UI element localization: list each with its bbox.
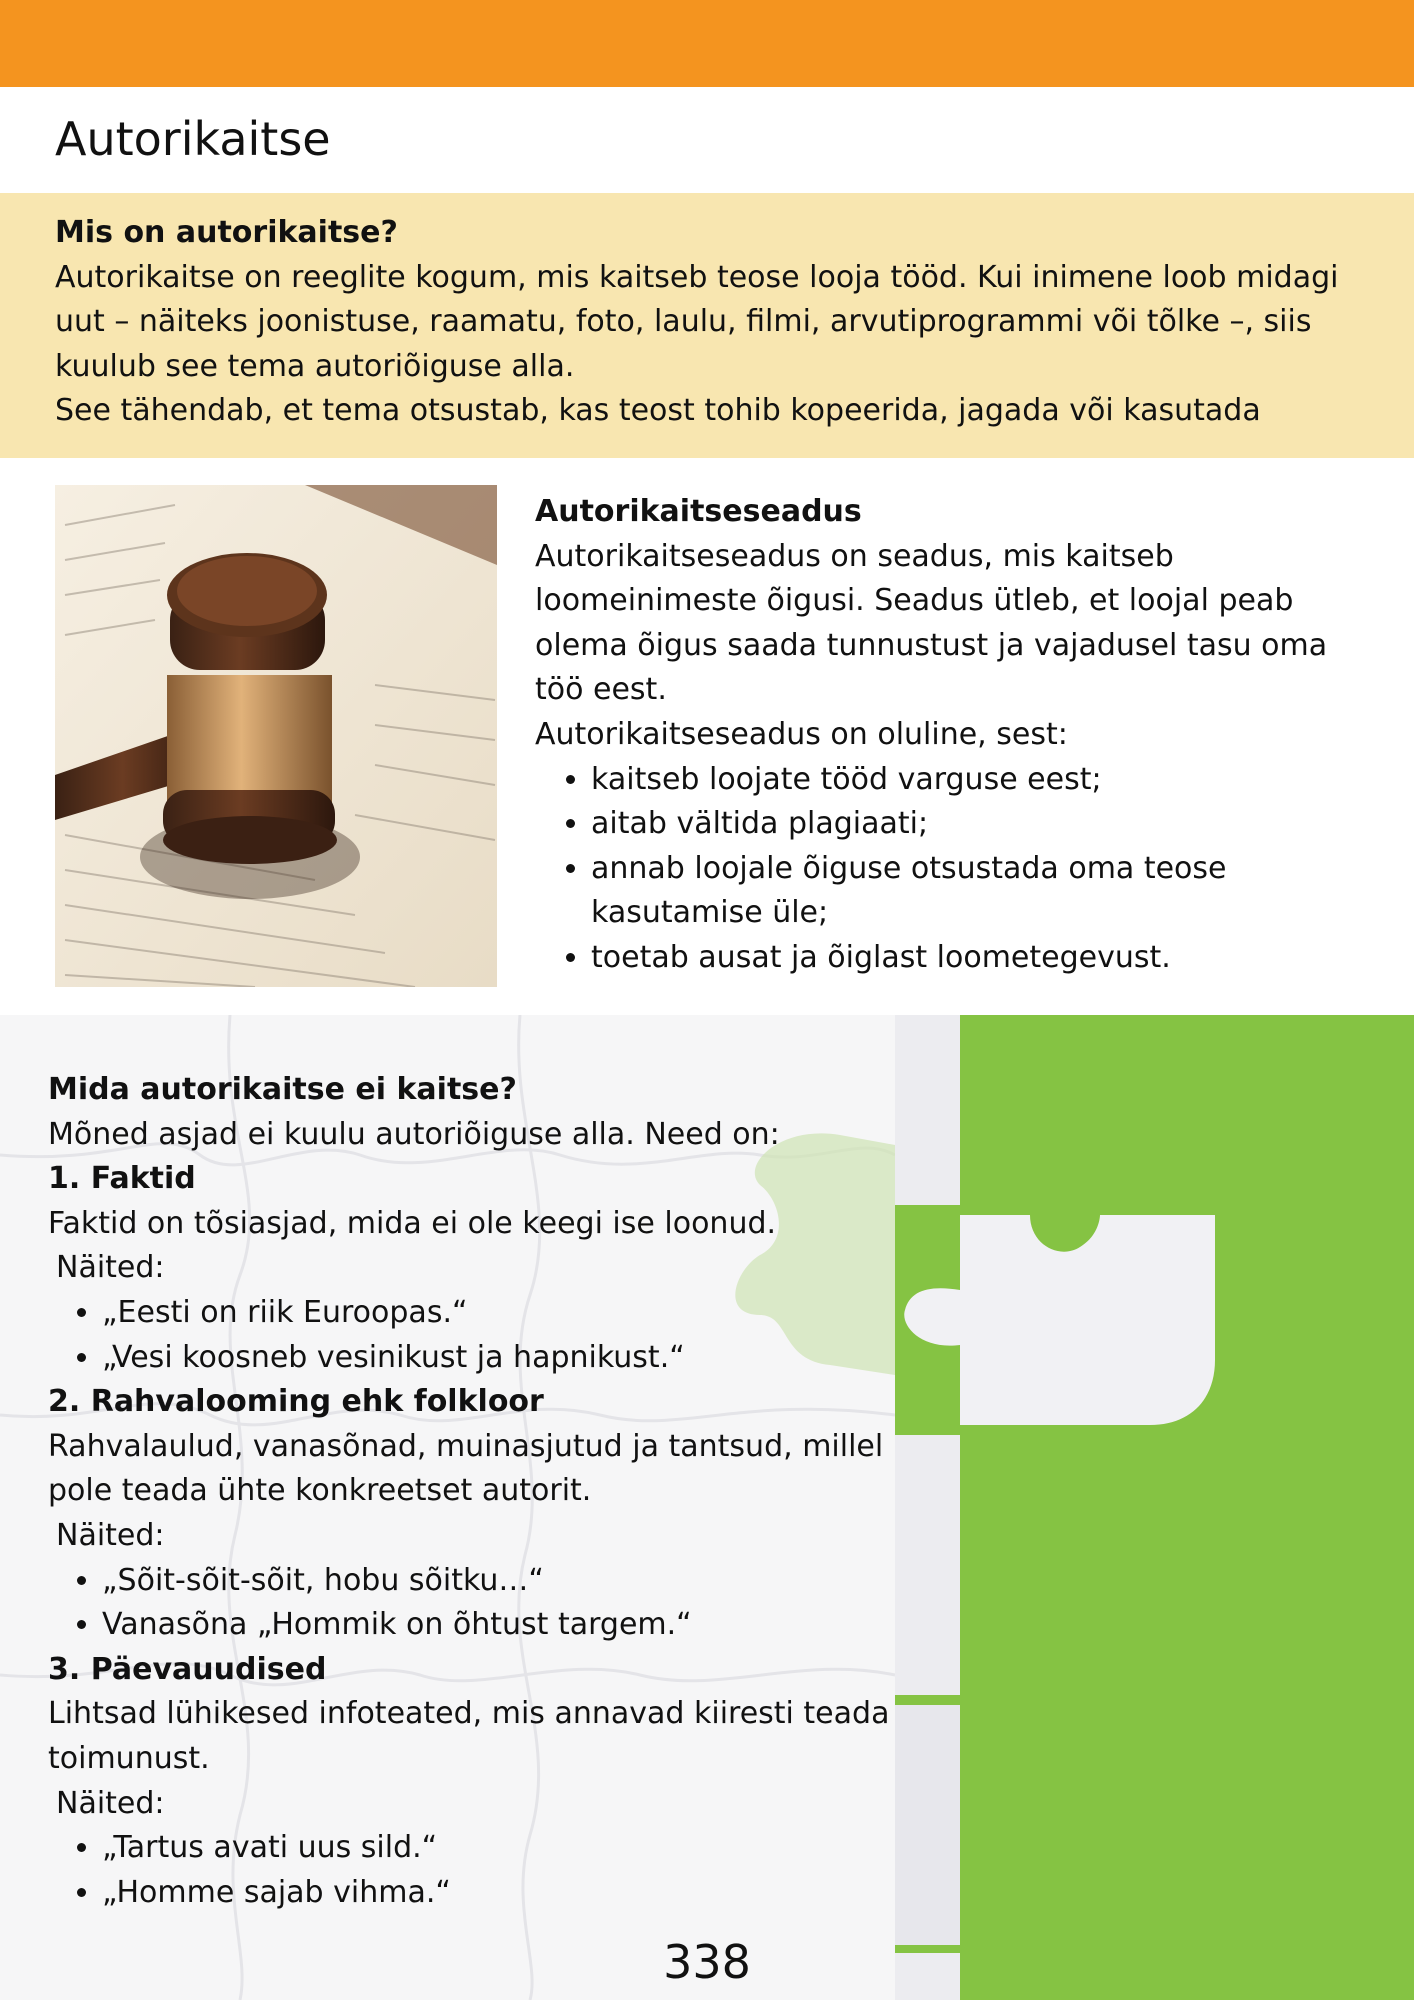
law-paragraph: Autorikaitseseadus on seadus, mis kaitseb loomeinimeste õigusi. Seadus ütleb, et loojal peab olema õigus saada tunnustust ja vajadusel tasu oma töö eest. <box>535 538 1328 708</box>
examples-list <box>48 1559 908 1648</box>
list-item: • toetab ausat ja õiglast loometegevust. <box>591 936 1365 981</box>
section-text: Rahvalaulud, vanasõnad, muinasjutud ja tantsud, millel pole teada ühte konkreetset autorit. <box>48 1428 884 1509</box>
examples-label: Näited: <box>56 1517 165 1553</box>
list-item: • „Tartus avati uus sild.“ <box>102 1826 908 1871</box>
law-heading: Autorikaitseseadus <box>535 494 862 529</box>
gavel-photo <box>55 485 497 987</box>
list-item: • „Eesti on riik Euroopas.“ <box>102 1291 908 1336</box>
law-list-intro: Autorikaitseseadus on oluline, sest: <box>535 716 1068 752</box>
section-title: 1. Faktid <box>48 1161 196 1197</box>
list-item: • „Vesi koosneb vesinikust ja hapnikust.“ <box>102 1336 908 1381</box>
intro-box <box>0 193 1414 458</box>
intro-heading: Mis on autorikaitse? <box>55 215 398 250</box>
examples-label: Näited: <box>56 1250 165 1286</box>
intro-paragraph-2: See tähendab, et tema otsustab, kas teost tohib kopeerida, jagada või kasutada <box>55 393 1261 429</box>
top-accent-bar <box>0 0 1414 87</box>
list-item: • Vanasõna „Hommik on õhtust targem.“ <box>102 1603 908 1648</box>
section-title: 2. Rahvalooming ehk folkloor <box>48 1384 544 1420</box>
section-title: 3. Päevauudised <box>48 1651 327 1687</box>
gavel-illustration <box>55 485 497 987</box>
law-list <box>535 758 1365 981</box>
exceptions-text <box>48 1068 908 1915</box>
list-item: • „Sõit-sõit-sõit, hobu sõitku…“ <box>102 1559 908 1604</box>
page-number: 338 <box>663 1935 751 1989</box>
list-item: • kaitseb loojate tööd varguse eest; <box>591 758 1365 803</box>
section-text: Faktid on tõsiasjad, mida ei ole keegi ise loonud. <box>48 1205 777 1241</box>
list-item: • „Homme sajab vihma.“ <box>102 1871 908 1916</box>
intro-paragraph: Autorikaitse on reeglite kogum, mis kaitseb teose looja tööd. Kui inimene loob midagi uut – näiteks joonistuse, raamatu, foto, laulu, filmi, arvutiprogrammi või tõlke –, siis kuulub see tema autoriõiguse alla. <box>55 259 1339 384</box>
examples-label: Näited: <box>56 1785 165 1821</box>
examples-list <box>48 1826 908 1915</box>
section-text: Lihtsad lühikesed infoteated, mis annavad kiiresti teada toimunust. <box>48 1696 890 1776</box>
exceptions-section <box>0 1015 1414 2000</box>
list-item: • aitab vältida plagiaati; <box>591 802 1365 847</box>
exceptions-intro: Mõned asjad ei kuulu autoriõiguse alla. Need on: <box>48 1116 780 1152</box>
page-title: Autorikaitse <box>55 112 331 166</box>
list-item: • annab loojale õiguse otsustada oma teose kasutamise üle; <box>591 847 1365 936</box>
examples-list <box>48 1291 908 1380</box>
law-section <box>535 490 1365 981</box>
exceptions-heading: Mida autorikaitse ei kaitse? <box>48 1072 517 1107</box>
